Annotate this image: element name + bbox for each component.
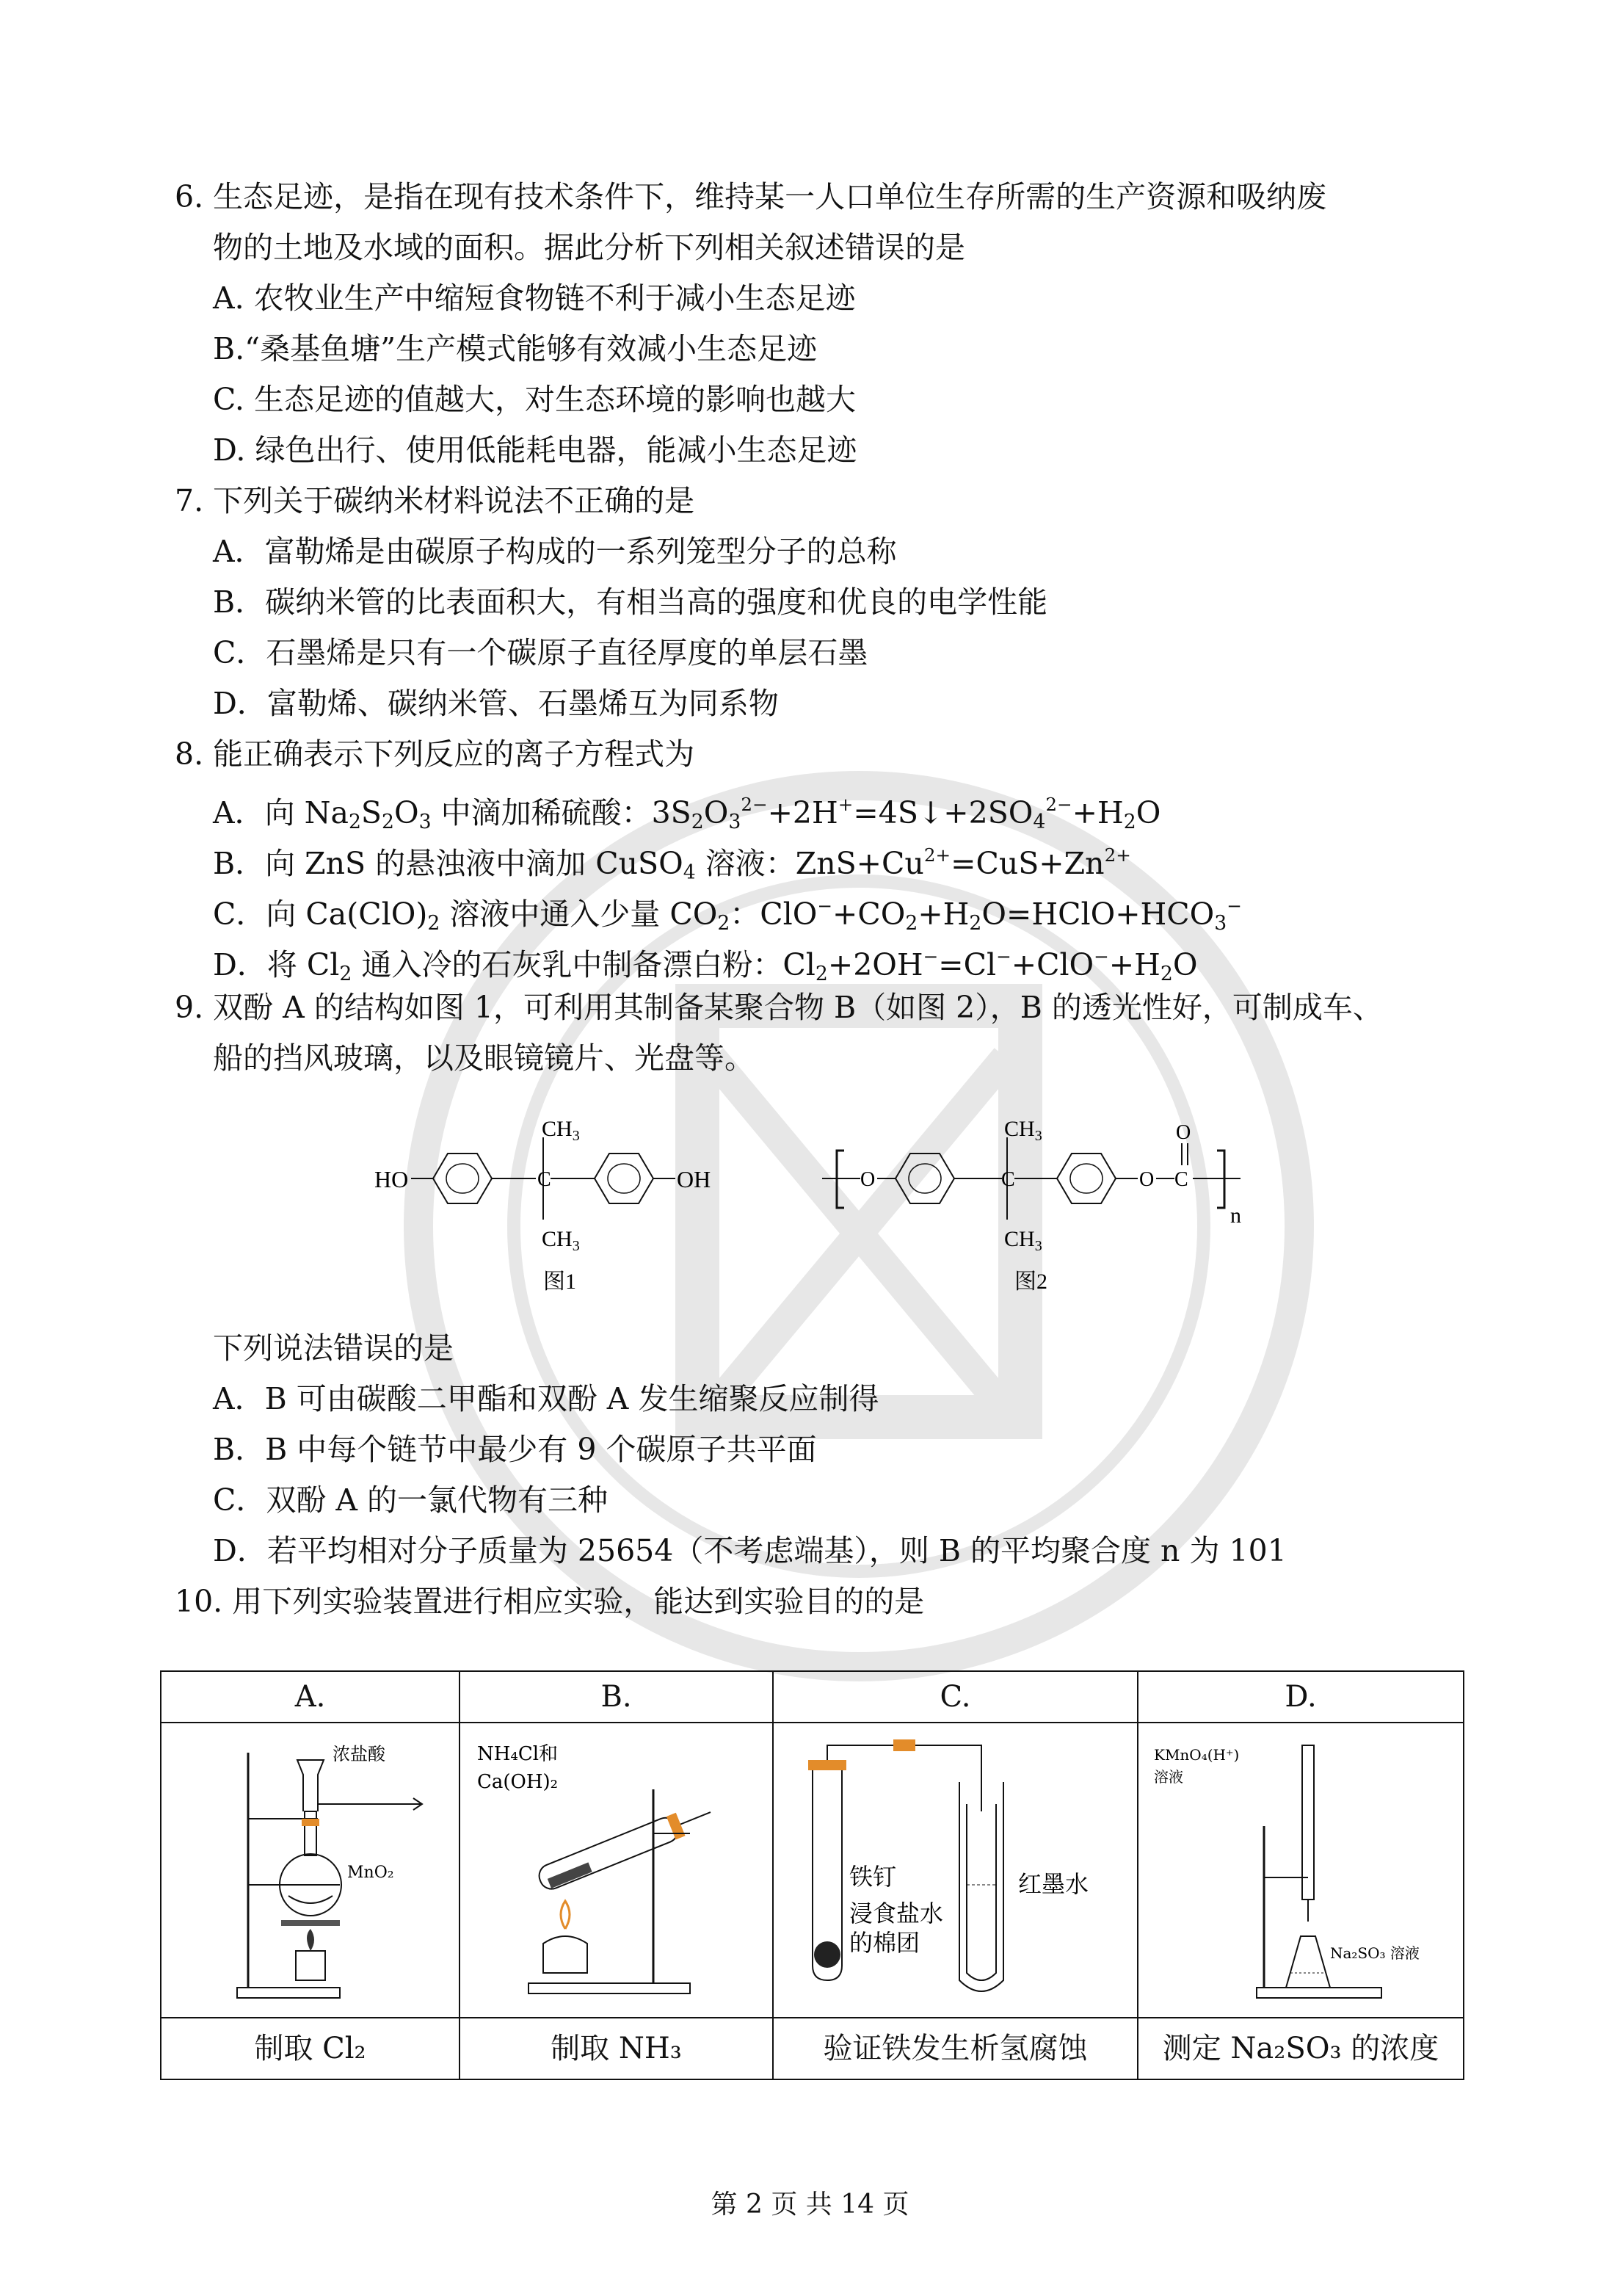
apparatus-c-ink-label: 红墨水 [1017,1870,1089,1898]
svg-text:CH3 [1004,1117,1042,1144]
caption-a: 制取 Cl₂ [161,2018,460,2079]
fig2-o-ester: O [1139,1168,1155,1191]
q7-option-c: C．石墨烯是只有一个碳原子直径厚度的单层石墨 [213,635,868,670]
apparatus-d-na2so3-label: Na₂SO₃ 溶液 [1330,1944,1420,1962]
figure-1-bisphenol-a [367,1105,749,1296]
q6-stem-line2: 物的土地及水域的面积。据此分析下列相关叙述错误的是 [213,230,965,265]
fig1-ch3-bottom: CH [542,1227,573,1251]
apparatus-b [460,1723,773,2018]
caption-d: 测定 Na₂SO₃ 的浓度 [1138,2018,1464,2079]
page-footer: 第 2 页 共 14 页 [711,2190,909,2220]
figure-2-polymer-b [815,1105,1285,1296]
caption-b: 制取 NH₃ [460,2018,773,2079]
q8-option-c: C．向 $Ca(ClO)_2$ 溶液中通入少量 $CO_2$：$ClO^-+CO_2+H_2O=HClO+HCO_3^-$ [213,895,1242,935]
svg-text:CH3 [542,1117,580,1144]
q9-option-c: C．双酚 A 的一氯代物有三种 [213,1482,609,1518]
q6-option-a: A. 农牧业生产中缩短食物链不利于减小生态足迹 [213,280,856,316]
apparatus-c-drawing [783,1731,1128,2010]
fig2-ch3-bottom: CH [1004,1227,1035,1251]
apparatus-a [161,1723,460,2018]
fig1-ch3-top-sub: 3 [572,1128,580,1144]
caption-c: 验证铁发生析氢腐蚀 [773,2018,1138,2079]
header-c: C. [773,1671,1138,1723]
q8-option-b: B．向 ZnS 的悬浊液中滴加 CuSO$_4$ 溶液：$ZnS+Cu^{2+}=CuS+Zn^{2+}$ [213,844,1131,884]
q8-option-a: A．向 $Na_2S_2O_3$ 中滴加稀硫酸：$3S_2O_3^{2-}+2H^+=4S↓+2SO_4^{2-}+H_2O$ [213,794,1161,833]
q7-option-d: D．富勒烯、碳纳米管、石墨烯互为同系物 [213,686,779,721]
apparatus-b-reagent2: Ca(OH)₂ [476,1771,558,1793]
apparatus-c [773,1723,1138,2018]
fig1-caption: 图1 [543,1270,576,1294]
header-d: D. [1138,1671,1464,1723]
svg-text:CH3 [542,1227,580,1254]
q6-option-c: C. 生态足迹的值越大，对生态环境的影响也越大 [213,382,856,417]
fig1-oh-label: OH [677,1166,711,1192]
fig2-ch3-top-sub: 3 [1034,1128,1042,1144]
q8-stem: 8. 能正确表示下列反应的离子方程式为 [175,736,695,772]
q7-option-b: B．碳纳米管的比表面积大，有相当高的强度和优良的电学性能 [213,584,1048,620]
fig2-caption: 图2 [1014,1270,1047,1294]
fig2-ch3-top: CH [1004,1117,1035,1141]
fig2-ch3-bottom-sub: 3 [1034,1238,1042,1254]
fig2-n-label: n [1230,1203,1241,1228]
apparatus-a-acid-label: 浓盐酸 [332,1744,385,1764]
q6-stem-line1: 6. 生态足迹，是指在现有技术条件下，维持某一人口单位生存所需的生产资源和吸纳废 [175,179,1327,214]
apparatus-b-reagent1: NH₄Cl和 [476,1743,558,1765]
fig2-o-left: O [860,1168,876,1191]
fig1-ho-label: HO [374,1166,409,1192]
q9-stem-line1: 9. 双酚 A 的结构如图 1，可利用其制备某聚合物 B（如图 2），B 的透光性好，可制成车、 [175,990,1383,1025]
fig2-o-carbonyl: O [1176,1121,1191,1144]
q6-option-d: D. 绿色出行、使用低能耗电器，能减小生态足迹 [213,432,857,468]
q10-stem: 10. 用下列实验装置进行相应实验，能达到实验目的的是 [175,1584,925,1619]
svg-text:C: C [1001,1168,1015,1191]
q8-option-d: D．将 $Cl_2$ 通入冷的石灰乳中制备漂白粉：$Cl_2+2OH^-=Cl^-+ClO^-+H_2O$ [213,946,1198,985]
apparatus-c-cotton-label2: 的棉团 [849,1929,920,1957]
q9-prompt: 下列说法错误的是 [213,1330,454,1366]
svg-text:C: C [537,1168,551,1191]
fig1-ch3-bottom-sub: 3 [572,1238,580,1254]
q7-stem: 7. 下列关于碳纳米材料说法不正确的是 [175,483,695,518]
q9-option-b: B．B 中每个链节中最少有 9 个碳原子共平面 [213,1432,817,1467]
apparatus-a-mno2-label: MnO₂ [346,1864,394,1882]
header-b: B. [460,1671,773,1723]
q7-option-a: A．富勒烯是由碳原子构成的一系列笼型分子的总称 [213,534,897,569]
q9-stem-line2: 船的挡风玻璃，以及眼镜镜片、光盘等。 [213,1040,755,1076]
header-a: A. [161,1671,460,1723]
fig2-c-carbonyl: C [1174,1168,1188,1191]
q9-option-a: A．B 可由碳酸二甲酯和双酚 A 发生缩聚反应制得 [213,1381,879,1416]
apparatus-d-drawing [1147,1731,1455,2010]
q6-option-b: B.“桑基鱼塘”生产模式能够有效减小生态足迹 [213,331,818,366]
fig1-ch3-top: CH [542,1117,573,1141]
q10-apparatus-table [160,1670,1464,2080]
apparatus-a-drawing [171,1731,450,2010]
apparatus-d [1138,1723,1464,2018]
apparatus-d-solution-label: 溶液 [1154,1768,1183,1786]
apparatus-d-kmno4-label: KMnO₄(H⁺) [1154,1746,1240,1764]
apparatus-b-drawing [470,1731,763,2010]
svg-text:CH3 [1004,1227,1042,1254]
apparatus-c-cotton-label1: 浸食盐水 [849,1900,943,1927]
q9-option-d: D．若平均相对分子质量为 25654（不考虑端基），则 B 的平均聚合度 n 为 101 [213,1533,1287,1568]
apparatus-c-nail-label: 铁钉 [849,1863,896,1891]
